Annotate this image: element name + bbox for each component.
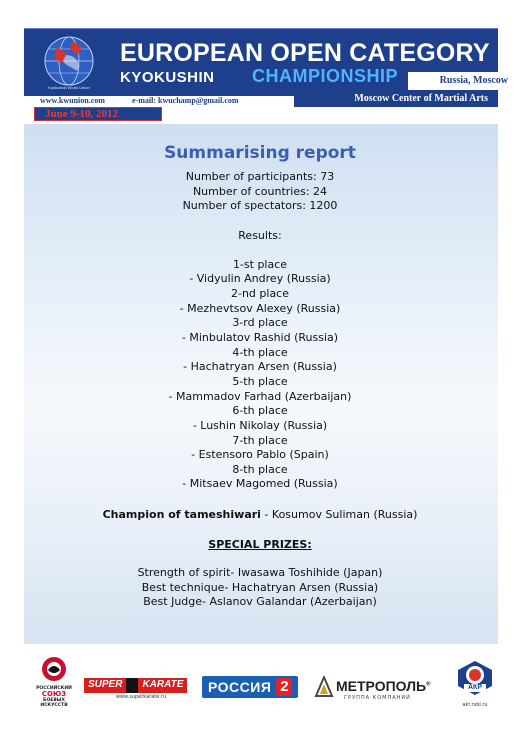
akr-url: akr.rsbi.ru (462, 702, 488, 708)
metropol-text: МЕТРОПОЛЬ (336, 678, 427, 694)
metropol-logo: МЕТРОПОЛЬ® ГРУППА КОМПАНИЙ (314, 676, 446, 706)
karate-text: KARATE (138, 678, 187, 693)
place-label-5: 5-th place (232, 374, 288, 388)
place-name-5: - Mammadov Farhad (Azerbaijan) (168, 389, 352, 403)
special-prizes-heading: SPECIAL PRIZES: (208, 538, 312, 551)
prize-judge: Best Judge- Aslanov Galandar (Azerbaijan) (143, 595, 377, 608)
martial-arts-union-logo (34, 656, 74, 708)
city-badge: Russia, Moscow (408, 72, 514, 90)
special-prizes-list (0, 566, 520, 610)
place-label-4: 4-th place (232, 345, 288, 359)
place-label-1: 1-st place (232, 257, 288, 271)
championship-title: EUROPEAN OPEN CATEGORY (120, 39, 490, 67)
metropol-tower-icon (314, 676, 334, 698)
place-name-2: - Mezhevtsov Alexey (Russia) (179, 301, 341, 315)
header-banner (24, 28, 508, 96)
report-title: Summarising report (164, 143, 356, 163)
russia-text: РОССИЯ (208, 679, 272, 695)
superkarate-url: www.superkarate.ru (115, 694, 167, 700)
place-name-7: - Estensoro Pablo (Spain) (191, 448, 329, 462)
champion-label: Champion of tameshiwari (102, 508, 261, 521)
akr-text: АКР (468, 684, 482, 691)
akr-logo (456, 660, 494, 712)
prize-strength: Strength of spirit- Iwasawa Toshihide (Japan) (137, 566, 383, 579)
logo-subtitle: Kyokushin World Union (48, 85, 90, 90)
union-text-4: ИСКУССТВ (40, 703, 68, 708)
union-text-3: БОЕВЫХ (43, 698, 65, 703)
results-heading: Results: (238, 228, 282, 242)
champion-name: - Kosumov Suliman (Russia) (260, 508, 418, 521)
stat-countries: Number of countries: 24 (192, 184, 328, 198)
event-dates: June 9-10, 2012 (45, 108, 119, 120)
metropol-subtext: ГРУППА КОМПАНИЙ (344, 695, 411, 701)
union-emblem-icon (34, 656, 74, 682)
union-text-1: РОССИЙСКИЙ (36, 686, 72, 691)
super-text: SUPER (84, 678, 126, 693)
russia-number: 2 (276, 678, 292, 696)
championship-label: CHAMPIONSHIP (252, 66, 399, 86)
union-text-2: СОЮЗ (41, 690, 67, 698)
super-karate-logo (84, 678, 198, 706)
place-name-3: - Minbulatov Rashid (Russia) (181, 331, 339, 345)
fighter-icon (126, 678, 138, 693)
prize-technique: Best technique- Hachatryan Arsen (Russia) (141, 580, 379, 594)
place-name-4: - Hachatryan Arsen (Russia) (183, 360, 337, 374)
sponsor-footer (24, 652, 498, 714)
email-link[interactable]: e-mail: kwuchamp@gmail.com (132, 96, 239, 105)
place-label-6: 6-th place (232, 404, 288, 418)
place-name-1: - Vidyulin Andrey (Russia) (189, 272, 331, 286)
place-name-6: - Lushin Nikolay (Russia) (192, 418, 328, 432)
place-label-2: 2-nd place (230, 287, 289, 301)
website-link[interactable]: www.kwunion.com (40, 96, 105, 105)
report-body (0, 170, 520, 492)
place-name-8: - Mitsaev Magomed (Russia) (182, 477, 338, 491)
place-label-7: 7-th place (232, 433, 288, 447)
kyokushin-label: KYOKUSHIN (120, 69, 215, 86)
stat-participants: Number of participants: 73 (185, 170, 335, 183)
tameshiwari-champion (0, 508, 520, 521)
date-badge (34, 107, 162, 121)
stat-spectators: Number of spectators: 1200 (182, 199, 338, 213)
place-label-8: 8-th place (232, 462, 288, 476)
place-label-3: 3-rd place (232, 316, 288, 330)
russia-2-logo (202, 676, 298, 698)
venue-badge: Moscow Center of Martial Arts (294, 92, 498, 107)
